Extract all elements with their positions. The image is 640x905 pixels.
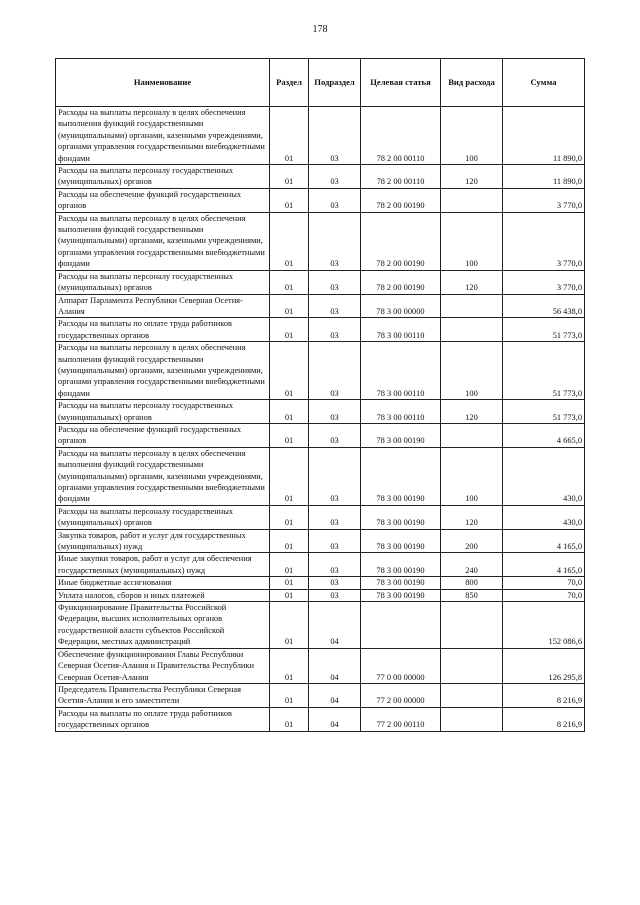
header-summa: Сумма: [503, 59, 585, 107]
cell-razdel: 01: [270, 318, 309, 342]
cell-name: Расходы на выплаты по оплате труда работников государственных органов: [56, 318, 270, 342]
cell-razdel: 01: [270, 107, 309, 165]
cell-celevaya-statya: 78 2 00 00190: [361, 212, 441, 270]
cell-vid-raskhoda: [441, 648, 503, 683]
cell-name: Уплата налогов, сборов и иных платежей: [56, 589, 270, 601]
cell-razdel: 01: [270, 577, 309, 589]
cell-summa: 56 438,0: [503, 294, 585, 318]
cell-name: Расходы на выплаты по оплате труда работников государственных органов: [56, 707, 270, 731]
cell-name: Расходы на выплаты персоналу в целях обеспечения выполнения функций государственными (муниципальными) органами, казенными учреждениями, органами управления государственными внебюджетными фондами: [56, 212, 270, 270]
cell-podrazdel: 03: [309, 400, 361, 424]
cell-razdel: 01: [270, 683, 309, 707]
cell-celevaya-statya: 78 3 00 00190: [361, 553, 441, 577]
cell-podrazdel: 03: [309, 553, 361, 577]
table-row: [56, 318, 585, 342]
cell-celevaya-statya: 77 2 00 00110: [361, 707, 441, 731]
cell-celevaya-statya: 78 3 00 00190: [361, 505, 441, 529]
cell-name: Расходы на обеспечение функций государственных органов: [56, 423, 270, 447]
cell-summa: 11 890,0: [503, 165, 585, 189]
header-razdel: Раздел: [270, 59, 309, 107]
cell-summa: 51 773,0: [503, 400, 585, 424]
cell-razdel: 01: [270, 707, 309, 731]
cell-razdel: 01: [270, 188, 309, 212]
cell-podrazdel: 03: [309, 577, 361, 589]
cell-celevaya-statya: 78 2 00 00190: [361, 188, 441, 212]
cell-name: Иные бюджетные ассигнования: [56, 577, 270, 589]
cell-name: Обеспечение функционирования Главы Республики Северная Осетия-Алания и Правительства Республики Северная Осетия-Алания: [56, 648, 270, 683]
cell-razdel: 01: [270, 165, 309, 189]
cell-vid-raskhoda: [441, 294, 503, 318]
cell-vid-raskhoda: 100: [441, 212, 503, 270]
cell-name: Функционирование Правительства Российской Федерации, высших исполнительных органов государственной власти субъектов Российской Федерации, местных администраций: [56, 602, 270, 649]
cell-razdel: 01: [270, 342, 309, 400]
cell-summa: 430,0: [503, 505, 585, 529]
cell-podrazdel: 03: [309, 342, 361, 400]
cell-summa: 51 773,0: [503, 318, 585, 342]
cell-vid-raskhoda: [441, 707, 503, 731]
cell-podrazdel: 04: [309, 648, 361, 683]
cell-summa: 430,0: [503, 447, 585, 505]
page-number: 178: [312, 24, 328, 35]
cell-summa: 3 770,0: [503, 188, 585, 212]
cell-razdel: 01: [270, 447, 309, 505]
cell-vid-raskhoda: [441, 423, 503, 447]
cell-podrazdel: 03: [309, 447, 361, 505]
cell-name: Расходы на выплаты персоналу в целях обеспечения выполнения функций государственными (муниципальными) органами, казенными учреждениями, органами управления государственными внебюджетными фондами: [56, 342, 270, 400]
cell-razdel: 01: [270, 505, 309, 529]
table-row: [56, 165, 585, 189]
cell-celevaya-statya: 78 3 00 00110: [361, 318, 441, 342]
cell-celevaya-statya: 78 3 00 00190: [361, 589, 441, 601]
cell-summa: 3 770,0: [503, 270, 585, 294]
cell-name: Аппарат Парламента Республики Северная Осетия-Алания: [56, 294, 270, 318]
cell-podrazdel: 03: [309, 107, 361, 165]
table-row: [56, 648, 585, 683]
cell-vid-raskhoda: [441, 683, 503, 707]
cell-podrazdel: 04: [309, 683, 361, 707]
cell-name: Закупка товаров, работ и услуг для государственных (муниципальных) нужд: [56, 529, 270, 553]
cell-razdel: 01: [270, 270, 309, 294]
cell-summa: 8 216,9: [503, 683, 585, 707]
cell-summa: 4 165,0: [503, 529, 585, 553]
cell-vid-raskhoda: 120: [441, 400, 503, 424]
cell-name: Расходы на выплаты персоналу в целях обеспечения выполнения функций государственными (муниципальными) органами, казенными учреждениями, органами управления государственными внебюджетными фондами: [56, 447, 270, 505]
table-row: [56, 707, 585, 731]
table-row: [56, 342, 585, 400]
cell-razdel: 01: [270, 294, 309, 318]
cell-razdel: 01: [270, 553, 309, 577]
cell-vid-raskhoda: 240: [441, 553, 503, 577]
cell-celevaya-statya: 77 2 00 00000: [361, 683, 441, 707]
cell-vid-raskhoda: 120: [441, 165, 503, 189]
cell-name: Председатель Правительства Республики Северная Осетия-Алания и его заместители: [56, 683, 270, 707]
table-row: [56, 294, 585, 318]
cell-podrazdel: 03: [309, 423, 361, 447]
cell-summa: 126 295,8: [503, 648, 585, 683]
cell-podrazdel: 03: [309, 212, 361, 270]
cell-vid-raskhoda: [441, 188, 503, 212]
cell-vid-raskhoda: 200: [441, 529, 503, 553]
cell-vid-raskhoda: [441, 318, 503, 342]
cell-podrazdel: 04: [309, 707, 361, 731]
cell-celevaya-statya: 78 3 00 00190: [361, 529, 441, 553]
cell-name: Иные закупки товаров, работ и услуг для обеспечения государственных (муниципальных) нужд: [56, 553, 270, 577]
budget-table: [55, 58, 585, 732]
cell-name: Расходы на выплаты персоналу государственных (муниципальных) органов: [56, 505, 270, 529]
cell-celevaya-statya: 78 2 00 00110: [361, 107, 441, 165]
cell-celevaya-statya: 78 2 00 00110: [361, 165, 441, 189]
cell-celevaya-statya: 78 3 00 00190: [361, 577, 441, 589]
table-row: [56, 270, 585, 294]
table-row: [56, 589, 585, 601]
cell-summa: 4 665,0: [503, 423, 585, 447]
cell-vid-raskhoda: 800: [441, 577, 503, 589]
cell-razdel: 01: [270, 648, 309, 683]
cell-vid-raskhoda: 100: [441, 447, 503, 505]
cell-celevaya-statya: 78 3 00 00190: [361, 423, 441, 447]
cell-celevaya-statya: 78 3 00 00110: [361, 400, 441, 424]
table-header: [56, 59, 585, 107]
cell-celevaya-statya: 77 0 00 00000: [361, 648, 441, 683]
cell-name: Расходы на выплаты персоналу в целях обеспечения выполнения функций государственными (муниципальными) органами, казенными учреждениями, органами управления государственными внебюджетными фондами: [56, 107, 270, 165]
cell-celevaya-statya: 78 2 00 00190: [361, 270, 441, 294]
cell-name: Расходы на выплаты персоналу государственных (муниципальных) органов: [56, 270, 270, 294]
cell-celevaya-statya: 78 3 00 00190: [361, 447, 441, 505]
cell-celevaya-statya: 78 3 00 00110: [361, 342, 441, 400]
cell-summa: 51 773,0: [503, 342, 585, 400]
cell-celevaya-statya: 78 3 00 00000: [361, 294, 441, 318]
cell-podrazdel: 03: [309, 294, 361, 318]
cell-podrazdel: 03: [309, 270, 361, 294]
cell-razdel: 01: [270, 423, 309, 447]
cell-vid-raskhoda: [441, 602, 503, 649]
cell-podrazdel: 03: [309, 188, 361, 212]
cell-summa: 8 216,9: [503, 707, 585, 731]
table-body: [56, 107, 585, 732]
cell-summa: 152 086,6: [503, 602, 585, 649]
cell-name: Расходы на обеспечение функций государственных органов: [56, 188, 270, 212]
cell-summa: 4 165,0: [503, 553, 585, 577]
table-row: [56, 577, 585, 589]
cell-vid-raskhoda: 100: [441, 342, 503, 400]
cell-razdel: 01: [270, 602, 309, 649]
table-row: [56, 423, 585, 447]
header-vid-raskhoda: Вид расхода: [441, 59, 503, 107]
cell-summa: 3 770,0: [503, 212, 585, 270]
table-row: [56, 400, 585, 424]
cell-summa: 70,0: [503, 577, 585, 589]
cell-vid-raskhoda: 120: [441, 505, 503, 529]
cell-celevaya-statya: [361, 602, 441, 649]
cell-summa: 11 890,0: [503, 107, 585, 165]
table-row: [56, 529, 585, 553]
cell-name: Расходы на выплаты персоналу государственных (муниципальных) органов: [56, 400, 270, 424]
cell-vid-raskhoda: 120: [441, 270, 503, 294]
cell-podrazdel: 03: [309, 589, 361, 601]
cell-razdel: 01: [270, 589, 309, 601]
cell-podrazdel: 04: [309, 602, 361, 649]
cell-podrazdel: 03: [309, 165, 361, 189]
cell-podrazdel: 03: [309, 529, 361, 553]
header-name: Наименование: [56, 59, 270, 107]
table-row: [56, 505, 585, 529]
cell-razdel: 01: [270, 400, 309, 424]
cell-podrazdel: 03: [309, 505, 361, 529]
cell-vid-raskhoda: 100: [441, 107, 503, 165]
table-row: [56, 602, 585, 649]
cell-razdel: 01: [270, 212, 309, 270]
cell-summa: 70,0: [503, 589, 585, 601]
table-row: [56, 553, 585, 577]
table-row: [56, 212, 585, 270]
cell-razdel: 01: [270, 529, 309, 553]
table-row: [56, 447, 585, 505]
header-podrazdel: Подраздел: [309, 59, 361, 107]
table-row: [56, 107, 585, 165]
cell-name: Расходы на выплаты персоналу государственных (муниципальных) органов: [56, 165, 270, 189]
header-celevaya-statya: Целевая статья: [361, 59, 441, 107]
table-row: [56, 683, 585, 707]
cell-podrazdel: 03: [309, 318, 361, 342]
table-row: [56, 188, 585, 212]
cell-vid-raskhoda: 850: [441, 589, 503, 601]
